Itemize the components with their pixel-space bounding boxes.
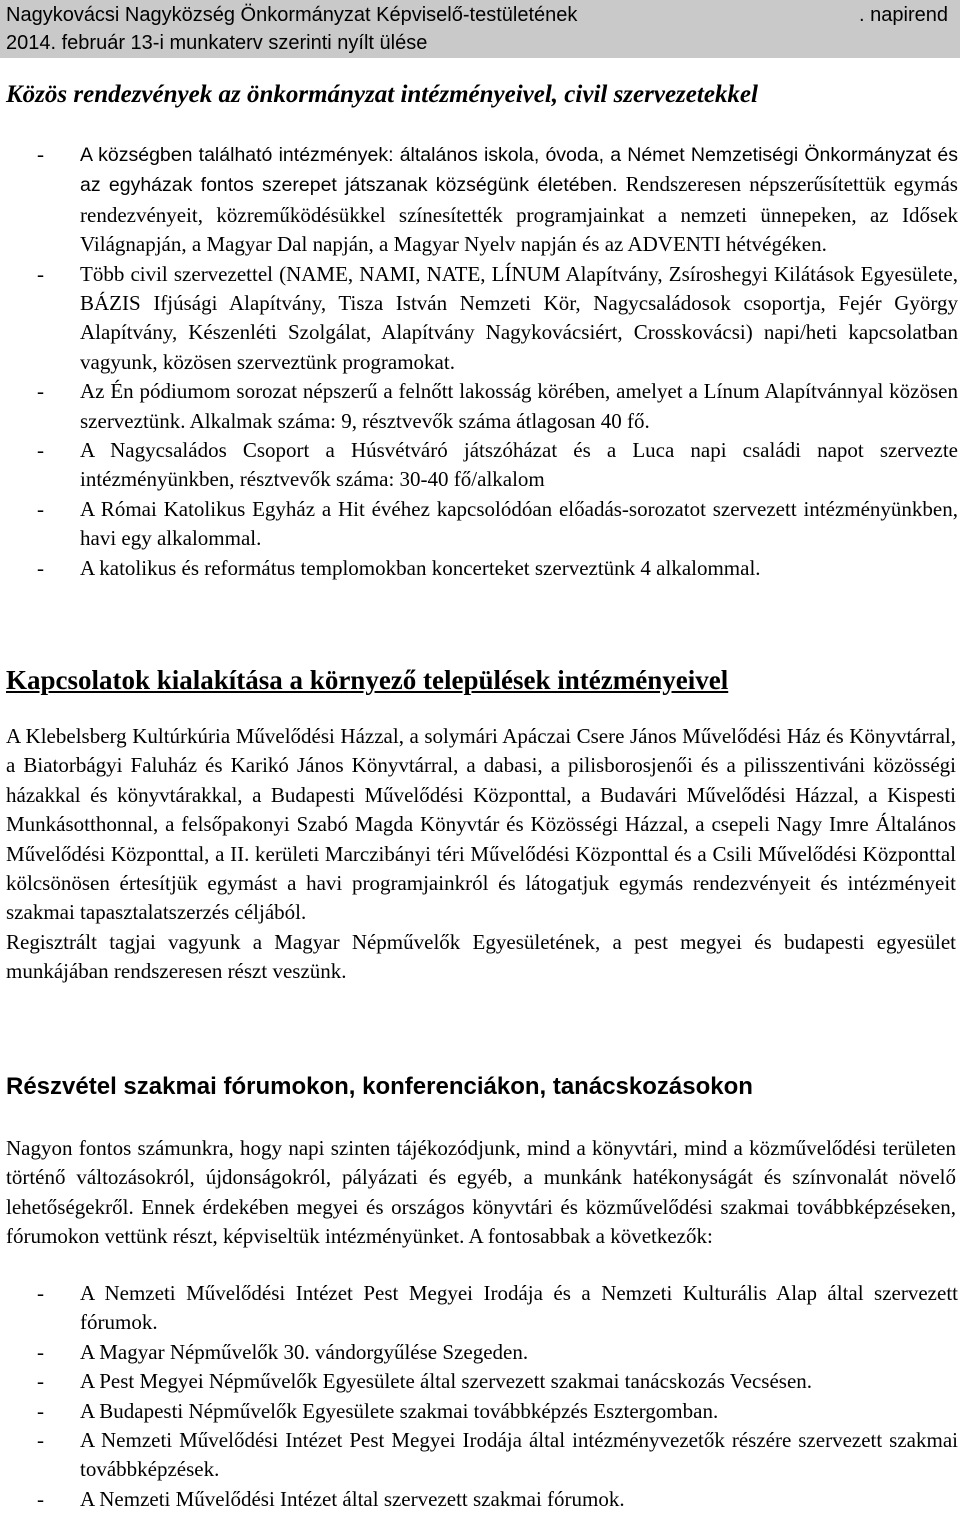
list-item xyxy=(0,436,958,495)
section1-list xyxy=(0,140,958,583)
list-item xyxy=(0,554,958,583)
section1-heading: Közös rendezvények az önkormányzat intézményeivel, civil szervezetekkel xyxy=(6,81,758,108)
list-item xyxy=(0,1279,958,1338)
list-item-text: A Nemzeti Művelődési Intézet Pest Megyei Irodája és a Nemzeti Kulturális Alap által szervezett fórumok. xyxy=(80,1281,958,1335)
list-dash: - xyxy=(37,1281,44,1305)
list-item xyxy=(0,1485,958,1514)
paragraph: Nagyon fontos számunkra, hogy napi szinten tájékozódjunk, mind a könyvtári, mind a közművelődési területen történő változásokról, újdonságokról, pályázati és egyéb, a munkánk hatékonyságát és színvonalát növelő lehetőségekről. Ennek érdekében megyei és országos könyvtári és közművelődési szakmai továbbképzéseken, fórumokon vettünk részt, képviseltük intézményünket. A fontosabbak a következők: xyxy=(6,1136,956,1249)
list-item-text: A Nagycsaládos Csoport a Húsvétváró játszóházat és a Luca napi családi napot szervezte intézményünkben, résztvevők száma: 30-40 fő/alkalom xyxy=(80,438,958,492)
list-item xyxy=(0,1338,958,1367)
paragraph: Regisztrált tagjai vagyunk a Magyar Népművelők Egyesületének, a pest megyei és budapesti egyesület munkájában rendszeresen részt veszünk. xyxy=(6,929,956,984)
list-item-text: A katolikus és református templomokban koncerteket szerveztünk 4 alkalommal. xyxy=(80,555,761,580)
paragraph: A Klebelsberg Kultúrkúria Művelődési Házzal, a solymári Apáczai Csere János Művelődési Ház és Könyvtárral, a Biatorbágyi Faluház és Karikó János Könyvtárral, a dabasi, a pilisborosjenői és a pilisszentiváni közösségi házakkal és könyvtárakkal, a Budapesti Művelődési Központtal, a Budavári Művelődési Házzal, a Kispesti Munkásotthonnal, a felsőpakonyi Szabó Magda Könyvtár és Közösségi Házzal, a csepeli Nagy Imre Általános Művelődési Központtal, a II. kerületi Marczibányi téri Művelődési Központtal és a Csili Művelődési Központtal kölcsönösen értesítjük egymást a havi programjainkról és látogatjuk egymás rendezvényeit és intézményeit szakmai tapasztalatszerzés céljából. xyxy=(6,724,956,925)
list-dash: - xyxy=(37,1339,44,1364)
list-item-text: Több civil szervezettel (NAME, NAMI, NATE, LÍNUM Alapítvány, Zsíroshegyi Kilátások Egyesülete, BÁZIS Ifjúsági Alapítvány, Tisza István Nemzeti Kör, Nagycsaládosok csoportja, Fejér György Alapítvány, Készenléti Szolgálat, Alapítvány Nagykovácsiért, Crosskovácsi) napi/heti kapcsolatban vagyunk, közösen szerveztünk programokat. xyxy=(80,261,958,374)
page-header xyxy=(0,0,960,58)
list-dash: - xyxy=(37,555,44,580)
list-item xyxy=(0,1426,958,1485)
list-dash: - xyxy=(37,1428,44,1453)
list-item-text: Rendszeresen népszerűsítettük egymás rendezvényeit, közreműködésükkel színesítették programjainkat a nemzeti ünnepeken, az Idősek Világnapján, a Magyar Dal napján, a Magyar Nyelv napján és az ADVENTI hétvégéken. xyxy=(80,172,958,257)
header-title-line1: Nagykovácsi Nagyközség Önkormányzat Képviselő-testületének xyxy=(6,4,578,26)
list-dash: - xyxy=(37,1369,44,1394)
section3-heading: Részvétel szakmai fórumokon, konferenciákon, tanácskozásokon xyxy=(6,1073,753,1100)
list-item-text: A Magyar Népművelők 30. vándorgyűlése Szegeden. xyxy=(80,1339,529,1364)
list-item-text: A Nemzeti Művelődési Intézet Pest Megyei Irodája által intézményvezetők részére szervezett szakmai továbbképzések. xyxy=(80,1428,958,1482)
section2-heading-text: Kapcsolatok kialakítása a környező települések intézményeivel xyxy=(6,665,729,695)
list-item xyxy=(0,260,958,378)
list-item xyxy=(0,140,958,260)
list-dash: - xyxy=(37,142,44,166)
section2-heading xyxy=(6,664,728,696)
list-item-text: A Nemzeti Művelődési Intézet által szervezett szakmai fórumok. xyxy=(80,1486,625,1511)
list-dash: - xyxy=(37,496,44,521)
list-item-text: Az Én pódiumom sorozat népszerű a felnőtt lakosság körében, amelyet a Línum Alapítvánnyal közösen szerveztünk. Alkalmak száma: 9, résztvevők száma átlagosan 40 fő. xyxy=(80,379,958,433)
list-item xyxy=(0,1397,958,1426)
section3-intro xyxy=(6,1134,956,1252)
list-item xyxy=(0,377,958,436)
section3-list xyxy=(0,1279,958,1514)
list-dash: - xyxy=(37,261,44,286)
list-item-text: A Pest Megyei Népművelők Egyesülete által szervezett szakmai tanácskozás Vecsésen. xyxy=(80,1369,813,1394)
header-title-line2: 2014. február 13-i munkaterv szerinti nyílt ülése xyxy=(6,32,428,54)
list-dash: - xyxy=(37,379,44,404)
list-dash: - xyxy=(37,438,44,463)
list-item xyxy=(0,1367,958,1396)
list-dash: - xyxy=(37,1398,44,1423)
header-agenda-label: . napirend xyxy=(859,4,948,26)
list-item xyxy=(0,495,958,554)
list-item-text: A Római Katolikus Egyház a Hit évéhez kapcsolódóan előadás-sorozatot szervezett intézményünkben, havi egy alkalommal. xyxy=(80,496,958,551)
list-item-text: A Budapesti Népművelők Egyesülete szakmai továbbképzés Esztergomban. xyxy=(80,1398,719,1423)
list-item-text-sans: A községben található intézmények: általános iskola, óvoda, a Német Nemzetiségi Önkormányzat és az egyházak fontos szerepet játszanak községünk életében. xyxy=(80,144,958,197)
section2-body xyxy=(6,722,956,987)
list-dash: - xyxy=(37,1486,44,1511)
